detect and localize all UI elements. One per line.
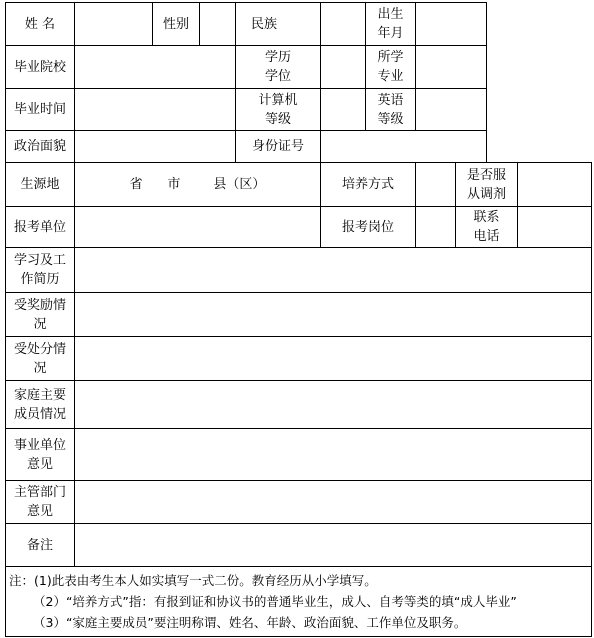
major-label: 所学 专业 bbox=[377, 50, 404, 84]
resume-field[interactable] bbox=[75, 248, 591, 292]
note-line-3: （3）“家庭主要成员”要注明称谓、姓名、年龄、政治面貌、工作单位及职务。 bbox=[33, 615, 467, 630]
awards-label: 受奖励情 况 bbox=[13, 297, 66, 332]
computer-field[interactable] bbox=[321, 89, 365, 130]
training-field[interactable] bbox=[416, 163, 455, 206]
adjust-field[interactable] bbox=[518, 163, 591, 206]
political-label: 政治面貌 bbox=[13, 139, 66, 154]
grid-line bbox=[486, 2, 487, 163]
phone-label: 联系 电话 bbox=[473, 210, 500, 244]
birth-label: 出生 年月 bbox=[377, 7, 404, 41]
political-field[interactable] bbox=[75, 131, 235, 162]
resume-label: 学习及工 作简历 bbox=[13, 253, 66, 287]
training-label: 培养方式 bbox=[341, 177, 394, 192]
gender-label: 性别 bbox=[162, 16, 189, 32]
grid-line bbox=[591, 162, 592, 637]
phone-field[interactable] bbox=[518, 207, 591, 247]
english-label: 英语 等级 bbox=[377, 92, 404, 127]
id-label: 身份证号 bbox=[251, 139, 304, 154]
grad-time-label: 毕业时间 bbox=[13, 102, 66, 117]
id-field[interactable] bbox=[321, 131, 486, 162]
dept-opinion-label: 主管部门 意见 bbox=[13, 485, 66, 519]
remark-label: 备注 bbox=[26, 537, 53, 553]
ethnicity-label: 民族 bbox=[250, 16, 277, 32]
origin-label: 生源地 bbox=[20, 177, 60, 192]
apply-unit-label: 报考单位 bbox=[13, 219, 66, 235]
apply-post-label: 报考岗位 bbox=[341, 219, 394, 235]
note-line-1: 注：(1)此表由考生本人如实填写一式二份。教育经历从小学填写。 bbox=[9, 573, 377, 588]
apply-post-field[interactable] bbox=[416, 207, 455, 247]
unit-opinion-field[interactable] bbox=[75, 429, 591, 480]
apply-unit-field[interactable] bbox=[75, 207, 320, 247]
punish-field[interactable] bbox=[75, 337, 591, 380]
grid-line bbox=[5, 566, 592, 567]
adjust-label: 是否服 从调剂 bbox=[466, 167, 506, 202]
degree-label: 学历 学位 bbox=[264, 50, 291, 84]
grid-line bbox=[5, 636, 592, 637]
unit-opinion-label: 事业单位 意见 bbox=[13, 437, 66, 472]
origin-address[interactable]: 省 市 县（区） bbox=[129, 177, 266, 192]
gender-field[interactable] bbox=[200, 3, 235, 45]
school-field[interactable] bbox=[75, 46, 235, 88]
note-line-2: （2）“培养方式”指：有报到证和协议书的普通毕业生，成人、自考等类的填“成人毕业” bbox=[33, 594, 517, 609]
grad-time-field[interactable] bbox=[75, 89, 235, 130]
punish-label: 受处分情 况 bbox=[13, 341, 66, 376]
computer-label: 计算机 等级 bbox=[258, 92, 298, 127]
name-field[interactable] bbox=[75, 3, 152, 45]
ethnicity-field[interactable] bbox=[321, 3, 365, 45]
school-label: 毕业院校 bbox=[13, 59, 66, 75]
degree-field[interactable] bbox=[321, 46, 365, 88]
name-label: 姓 名 bbox=[24, 16, 56, 32]
family-label: 家庭主要 成员情况 bbox=[13, 387, 66, 422]
birth-field[interactable] bbox=[416, 3, 486, 45]
dept-opinion-field[interactable] bbox=[75, 481, 591, 523]
family-field[interactable] bbox=[75, 381, 591, 428]
major-field[interactable] bbox=[416, 46, 486, 88]
remark-field[interactable] bbox=[75, 524, 591, 566]
english-field[interactable] bbox=[416, 89, 486, 130]
awards-field[interactable] bbox=[75, 293, 591, 336]
